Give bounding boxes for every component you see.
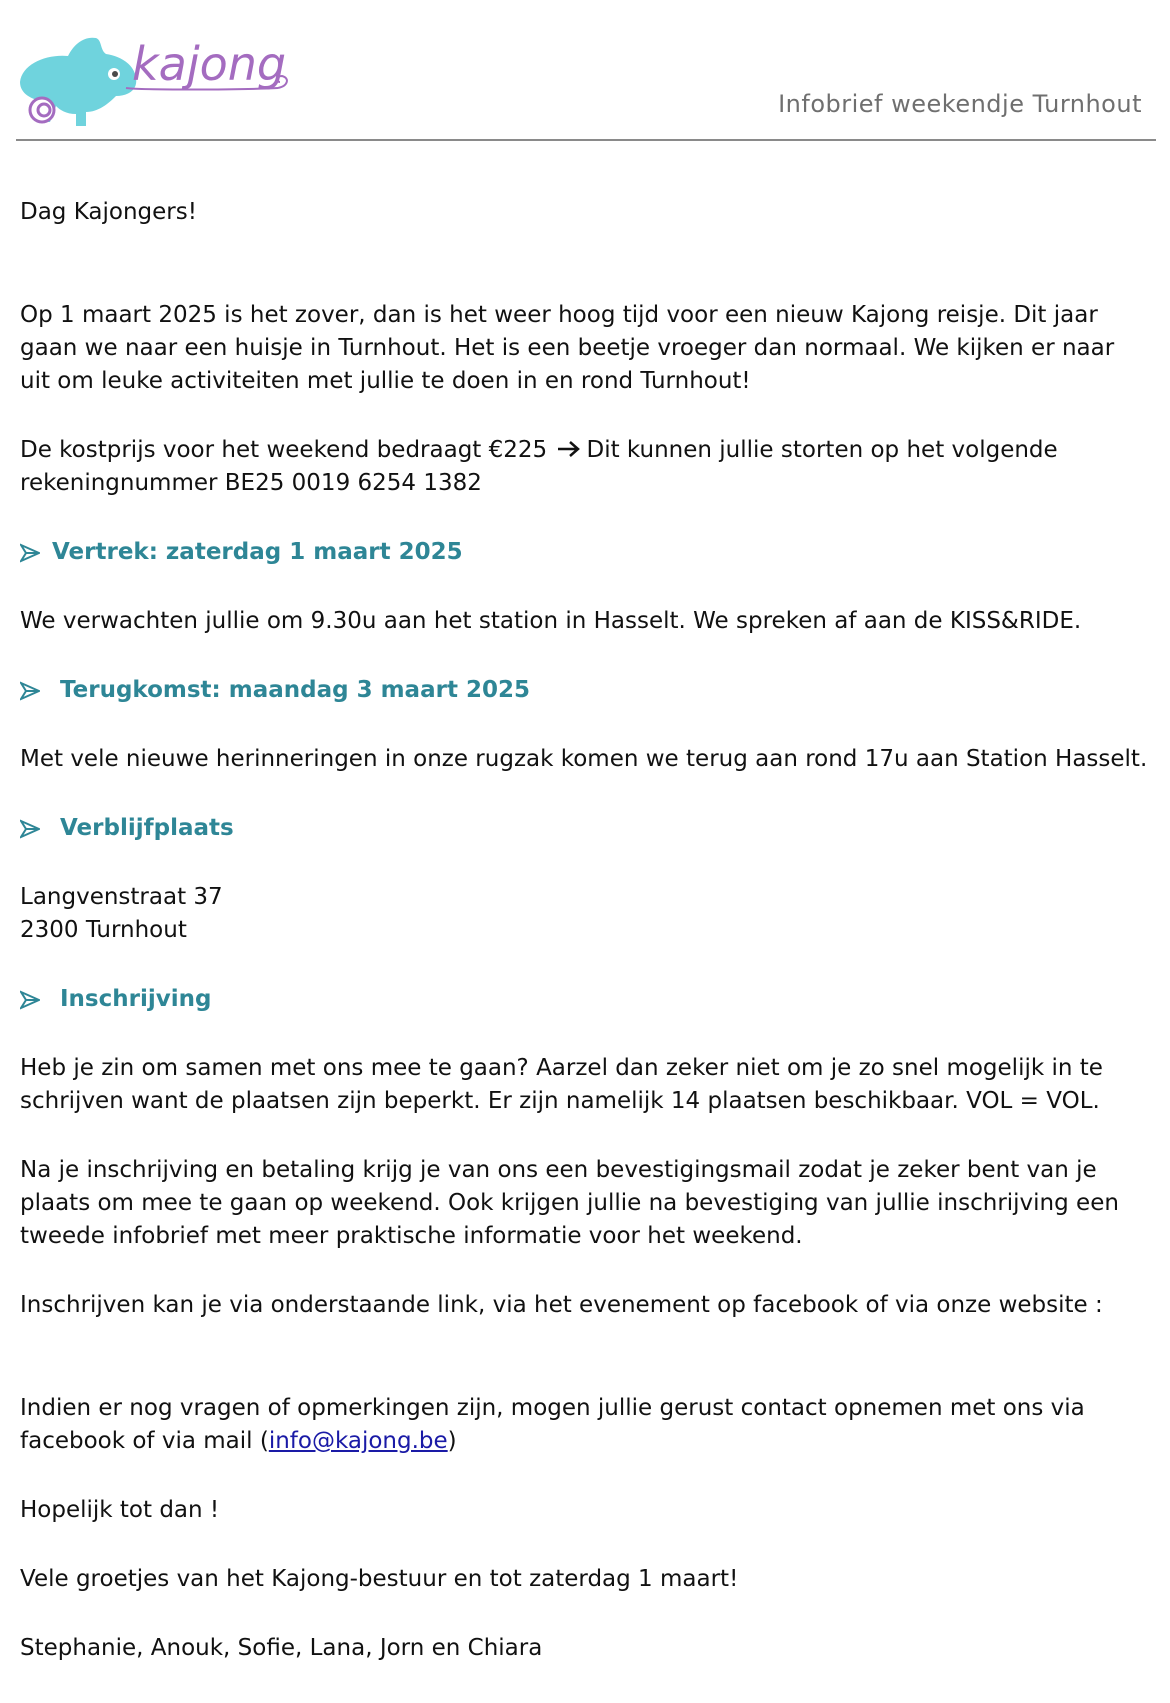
kajong-logo	[16, 30, 306, 138]
contact-close-paren: )	[447, 1428, 457, 1454]
arrowhead-bullet-icon	[20, 681, 40, 701]
signup-paragraph-3: Inschrijven kan je via onderstaande link, via het evenement op facebook of via onze website :	[20, 1292, 1103, 1318]
cost-paragraph	[20, 434, 1150, 500]
letter-header	[16, 24, 1156, 141]
cost-text: De kostprijs voor het weekend bedraagt €225	[20, 437, 548, 463]
signup-paragraph-1: Heb je zin om samen met ons mee te gaan? Aarzel dan zeker niet om je zo snel mogelijk in te schrijven want de plaatsen zijn beperkt. Er zijn namelijk 14 plaatsen beschikbaar. VOL = VOL.	[20, 1055, 1103, 1114]
return-text: Met vele nieuwe herinneringen in onze rugzak komen we terug aan rond 17u aan Station Hasselt.	[20, 746, 1148, 772]
closing-line-1: Hopelijk tot dan !	[20, 1497, 220, 1523]
departure-text: We verwachten jullie om 9.30u aan het station in Hasselt. We spreken af aan de KISS&RIDE.	[20, 608, 1082, 634]
page-title: Infobrief weekendje Turnhout	[778, 90, 1142, 118]
stay-heading-text: Verblijfplaats	[60, 815, 234, 841]
signup-heading-text: Inschrijving	[60, 986, 212, 1012]
signatures: Stephanie, Anouk, Sofie, Lana, Jorn en Chiara	[20, 1635, 543, 1661]
contact-text: Indien er nog vragen of opmerkingen zijn, mogen jullie gerust contact opnemen met ons via facebook of via mail (	[20, 1395, 1085, 1454]
return-heading-text: Terugkomst: maandag 3 maart 2025	[60, 677, 530, 703]
return-heading	[20, 674, 1150, 707]
closing-line-2: Vele groetjes van het Kajong-bestuur en tot zaterdag 1 maart!	[20, 1566, 739, 1592]
departure-heading-text: Vertrek: zaterdag 1 maart 2025	[52, 539, 463, 565]
signup-heading	[20, 983, 1150, 1016]
contact-email-link[interactable]: info@kajong.be	[268, 1428, 448, 1454]
stay-heading	[20, 812, 1150, 845]
logo-text: kajong	[132, 37, 287, 91]
signup-paragraph-2: Na je inschrijving en betaling krijg je van ons een bevestigingsmail zodat je zeker bent van je plaats om mee te gaan op weekend. Ook krijgen jullie na bevestiging van jullie inschrijving een tweede infobrief met meer praktische informatie voor het weekend.	[20, 1157, 1119, 1249]
address-city: 2300 Turnhout	[20, 917, 187, 943]
account-text: Dit kunnen jullie storten op het volgende rekeningnummer BE25 0019 6254 1382	[20, 437, 1058, 496]
intro-paragraph: Op 1 maart 2025 is het zover, dan is het weer hoog tijd voor een nieuw Kajong reisje. Dit jaar gaan we naar een huisje in Turnhout. Het is een beetje vroeger dan normaal. We kijken er naar uit om leuke activiteiten met jullie te doen in en rond Turnhout!	[20, 302, 1115, 394]
arrowhead-bullet-icon	[20, 819, 40, 839]
arrow-right-icon	[556, 440, 582, 458]
letter-body	[20, 196, 1150, 1665]
greeting: Dag Kajongers!	[20, 199, 197, 225]
arrowhead-bullet-icon	[20, 990, 40, 1010]
arrowhead-bullet-icon	[20, 543, 40, 563]
contact-paragraph	[20, 1392, 1150, 1458]
address-street: Langvenstraat 37	[20, 884, 223, 910]
departure-heading	[20, 536, 1150, 569]
